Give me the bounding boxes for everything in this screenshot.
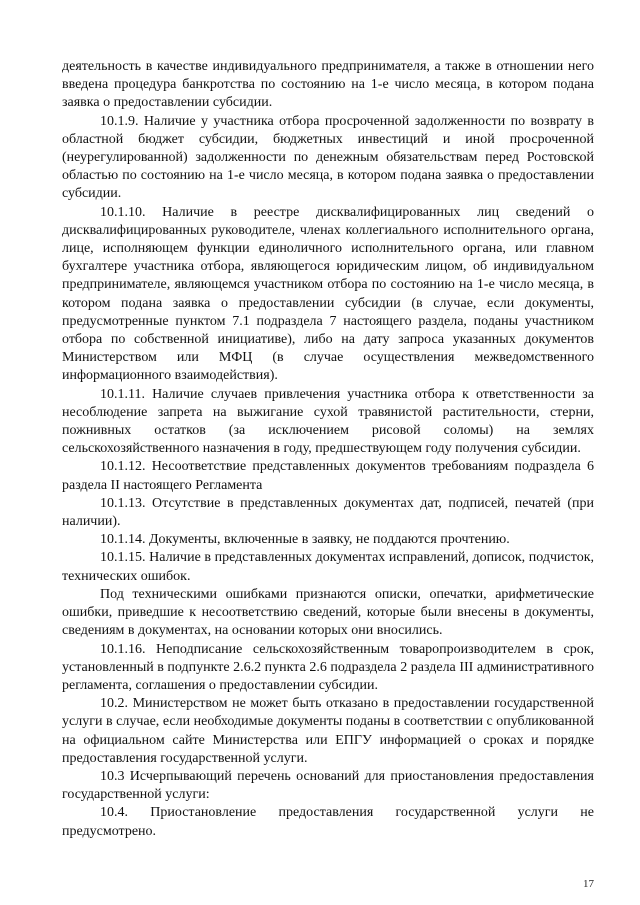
paragraph-10-1-12: 10.1.12. Несоответствие представленных документов требованиям подраздела 6 раздела II настоящего Регламента: [62, 459, 594, 493]
paragraph-10-1-15: 10.1.15. Наличие в представленных документах исправлений, дописок, подчисток, технических ошибок.: [62, 550, 594, 584]
paragraph-continuation: деятельность в качестве индивидуального предпринимателя, а также в отношении него введена процедура банкротства по состоянию на 1-е число месяца, в котором подана заявка о предоставлении субсидии.: [62, 59, 594, 111]
paragraph-10-1-14: 10.1.14. Документы, включенные в заявку, не поддаются прочтению.: [100, 532, 510, 548]
paragraph-10-1-16: 10.1.16. Неподписание сельскохозяйственным товаропроизводителем в срок, установленный в подпункте 2.6.2 пункта 2.6 подраздела 2 раздела III административного регламента, соглашения о предоставлении субсидии.: [62, 641, 594, 693]
paragraph-10-1-10: 10.1.10. Наличие в реестре дисквалифицированных лиц сведений о дисквалифицированных руководителе, членах коллегиального исполнительного органа, лице, исполняющем функции единоличного исполнительного органа, или главном бухгалтере участника отбора, являющегося юридическим лицом, об индивидуальном предпринимателе, являющемся участником отбора по состоянию на 1-е число месяца, в котором подана заявка о предоставлении субсидии (в случае, если документы, предусмотренные пунктом 7.1 подраздела 7 настоящего раздела, поданы участником отбора по собственной инициативе), либо на дату запроса указанных документов Министерством или МФЦ (в случае осуществления межведомственного информационного взаимодействия).: [62, 204, 594, 384]
paragraph-10-2: 10.2. Министерством не может быть отказано в предоставлении государственной услуги в случае, если необходимые документы поданы в соответствии с опубликованной на официальном сайте Министерства или ЕПГУ информацией о сроках и порядке предоставления государственной услуги.: [62, 696, 594, 766]
paragraph-10-1-9: 10.1.9. Наличие у участника отбора просроченной задолженности по возврату в областной бюджет субсидии, бюджетных инвестиций и иной просроченной (неурегулированной) задолженности по денежным обязательствам перед Ростовской областью по состоянию на 1-е число месяца, в котором подана заявка о предоставлении субсидии.: [62, 113, 594, 202]
paragraph-10-1-11: 10.1.11. Наличие случаев привлечения участника отбора к ответственности за несоблюдение запрета на выжигание сухой травянистой растительности, стерни, пожнивных остатков (за исключением рисовой соломы) на землях сельскохозяйственного назначения в году, предшествующем году получения субсидии.: [62, 386, 594, 457]
paragraph-technical-errors: Под техническими ошибками признаются описки, опечатки, арифметические ошибки, приведшие к несоответствию сведений, которые были внесены в документы, сведениям в документах, на основании которых они вносились.: [62, 586, 594, 639]
paragraph-10-4: 10.4. Приостановление предоставления государственной услуги не предусмотрено.: [62, 805, 594, 839]
page-number: 17: [583, 878, 594, 890]
paragraph-10-1-13: 10.1.13. Отсутствие в представленных документах дат, подписей, печатей (при наличии).: [62, 495, 594, 530]
document-body: [62, 58, 594, 841]
paragraph-10-3: 10.3 Исчерпывающий перечень оснований для приостановления предоставления государственной услуги:: [62, 768, 594, 803]
